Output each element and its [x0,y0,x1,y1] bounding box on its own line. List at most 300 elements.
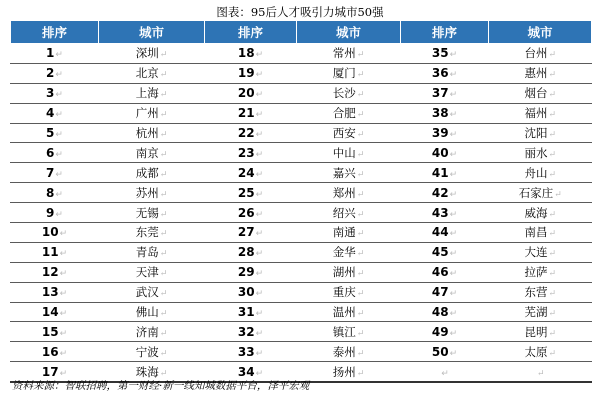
rank-value: 21 [237,106,255,121]
city-name: 成都 [135,165,159,180]
paragraph-mark-icon: ↵ [255,189,264,200]
paragraph-mark-icon: ↵ [159,229,168,240]
paragraph-mark-icon: ↵ [449,309,458,320]
rank-value: 41 [431,165,449,180]
rank-value: 18 [237,46,255,61]
city-cell [489,223,592,243]
paragraph-mark-icon: ↵ [255,348,264,359]
paragraph-mark-icon: ↵ [159,189,168,200]
rank-value: 10 [41,225,59,240]
city-cell [489,342,592,362]
rank-value: 16 [41,344,59,359]
rank-value: 8 [46,185,55,200]
paragraph-mark-icon: ↵ [55,169,63,180]
column-header-city: 城市 [297,21,401,44]
paragraph-mark-icon: ↵ [356,110,365,121]
city-cell [297,203,401,223]
paragraph-mark-icon: ↵ [356,90,365,101]
rank-cell [205,143,297,163]
table-row [11,44,592,64]
paragraph-mark-icon: ↵ [159,289,168,300]
city-cell [297,103,401,123]
paragraph-mark-icon: ↵ [55,130,63,140]
rank-cell [205,203,297,223]
city-cell [489,302,592,322]
table-row [11,103,592,123]
city-cell [99,322,205,342]
rank-value: 34 [237,364,255,379]
paragraph-mark-icon: ↵ [548,110,557,121]
city-name: 常州 [332,46,356,61]
city-cell [99,282,205,302]
paragraph-mark-icon: ↵ [159,169,168,180]
paragraph-mark-icon: ↵ [255,90,264,101]
rank-value: 2 [46,66,55,81]
paragraph-mark-icon: ↵ [449,209,458,220]
paragraph-mark-icon: ↵ [255,249,264,260]
city-name: 杭州 [135,126,159,140]
paragraph-mark-icon: ↵ [548,169,557,180]
paragraph-mark-icon: ↵ [356,70,365,81]
rank-value: 14 [41,305,59,320]
city-cell [99,302,205,322]
rank-cell [11,282,99,302]
city-cell [99,143,205,163]
paragraph-mark-icon: ↵ [159,90,168,101]
city-cell [99,183,205,203]
rank-cell [205,282,297,302]
paragraph-mark-icon: ↵ [449,130,458,140]
city-cell [489,282,592,302]
paragraph-mark-icon: ↵ [55,70,63,81]
rank-cell [401,143,489,163]
paragraph-mark-icon: ↵ [255,229,264,240]
rank-value: 43 [431,205,449,220]
city-name: 扬州 [332,364,356,379]
paragraph-mark-icon: ↵ [55,149,63,160]
rank-cell [11,342,99,362]
paragraph-mark-icon: ↵ [548,209,557,220]
city-cell [489,362,592,382]
rank-value: 11 [41,245,59,260]
city-name: 湖州 [332,265,356,280]
rank-value: 38 [431,106,449,121]
paragraph-mark-icon: ↵ [356,50,365,61]
rank-value: 32 [237,324,255,339]
table-row [11,183,592,203]
rank-cell [205,302,297,322]
city-name: 绍兴 [332,205,356,220]
rank-cell [401,203,489,223]
rank-value: 7 [46,165,55,180]
rank-value: 3 [46,86,55,101]
city-name: 东莞 [135,225,159,240]
paragraph-mark-icon: ↵ [548,50,557,61]
rank-cell [205,242,297,262]
rank-cell [205,163,297,183]
rank-cell [401,362,489,382]
city-cell [489,242,592,262]
city-name: 温州 [332,305,356,320]
city-name: 武汉 [135,285,159,300]
paragraph-mark-icon: ↵ [356,130,365,140]
paragraph-mark-icon: ↵ [449,328,458,339]
rank-value: 6 [46,145,55,160]
column-header-city: 城市 [99,21,205,44]
paragraph-mark-icon: ↵ [356,348,365,359]
rank-value: 12 [41,265,59,280]
rank-cell [11,242,99,262]
rank-value: 1 [46,46,55,61]
city-cell [489,203,592,223]
paragraph-mark-icon: ↵ [536,368,545,379]
city-cell [99,83,205,103]
rank-cell [205,63,297,83]
city-cell [297,322,401,342]
city-name: 宁波 [135,344,159,359]
city-name: 重庆 [332,285,356,300]
paragraph-mark-icon: ↵ [159,209,168,220]
city-name: 济南 [135,324,159,339]
city-cell [99,103,205,123]
paragraph-mark-icon: ↵ [548,249,557,260]
city-cell [297,342,401,362]
paragraph-mark-icon: ↵ [159,309,168,320]
rank-value: 13 [41,285,59,300]
rank-value: 20 [237,86,255,101]
paragraph-mark-icon: ↵ [449,189,458,200]
table-row [11,203,592,223]
city-name: 惠州 [524,66,548,81]
paragraph-mark-icon: ↵ [59,229,68,240]
city-name: 佛山 [135,305,159,320]
rank-cell [205,322,297,342]
city-name: 舟山 [524,165,548,180]
city-cell [297,223,401,243]
rank-value: 5 [46,126,55,140]
rank-value: 39 [431,126,449,140]
rank-value: 17 [41,364,59,379]
rank-cell [401,223,489,243]
paragraph-mark-icon: ↵ [159,149,168,160]
rank-cell [205,83,297,103]
city-name: 南昌 [524,225,548,240]
paragraph-mark-icon: ↵ [356,209,365,220]
paragraph-mark-icon: ↵ [548,269,557,280]
paragraph-mark-icon: ↵ [548,348,557,359]
paragraph-mark-icon: ↵ [548,289,557,300]
rank-cell [11,143,99,163]
paragraph-mark-icon: ↵ [255,269,264,280]
city-cell [99,163,205,183]
paragraph-mark-icon: ↵ [548,130,557,140]
city-cell [297,282,401,302]
city-name: 南通 [332,225,356,240]
paragraph-mark-icon: ↵ [255,50,264,61]
paragraph-mark-icon: ↵ [255,209,264,220]
rank-value: 49 [431,324,449,339]
table-row [11,262,592,282]
paragraph-mark-icon: ↵ [159,130,168,140]
city-ranking-table [10,20,592,383]
city-cell [297,262,401,282]
paragraph-mark-icon: ↵ [449,169,458,180]
city-cell [297,143,401,163]
paragraph-mark-icon: ↵ [59,289,68,300]
paragraph-mark-icon: ↵ [449,269,458,280]
rank-value: 28 [237,245,255,260]
rank-cell [11,123,99,143]
city-name: 芜湖 [524,305,548,320]
city-name: 泰州 [332,344,356,359]
rank-value: 29 [237,265,255,280]
table-row [11,322,592,342]
rank-value: 36 [431,66,449,81]
rank-cell [11,203,99,223]
city-cell [99,223,205,243]
city-name: 天津 [135,265,159,280]
city-cell [489,143,592,163]
paragraph-mark-icon: ↵ [449,229,458,240]
table-body [11,44,592,383]
city-name: 西安 [332,126,356,140]
paragraph-mark-icon: ↵ [255,169,264,180]
city-name: 福州 [524,106,548,121]
paragraph-mark-icon: ↵ [449,249,458,260]
city-name: 台州 [524,46,548,61]
city-name: 嘉兴 [332,165,356,180]
rank-cell [205,123,297,143]
paragraph-mark-icon: ↵ [55,189,63,200]
paragraph-mark-icon: ↵ [59,309,68,320]
paragraph-mark-icon: ↵ [255,70,264,81]
city-name: 无锡 [135,205,159,220]
city-cell [489,262,592,282]
table-row [11,143,592,163]
rank-cell [11,163,99,183]
rank-cell [205,342,297,362]
rank-value: 24 [237,165,255,180]
paragraph-mark-icon: ↵ [55,110,63,121]
city-name: 上海 [135,86,159,101]
paragraph-mark-icon: ↵ [449,70,458,81]
city-cell [489,63,592,83]
rank-value: 22 [237,126,255,140]
paragraph-mark-icon: ↵ [159,368,168,379]
city-cell [489,103,592,123]
paragraph-mark-icon: ↵ [255,130,264,140]
city-cell [489,44,592,64]
paragraph-mark-icon: ↵ [356,169,365,180]
city-cell [99,123,205,143]
rank-value: 50 [431,344,449,359]
rank-cell [401,63,489,83]
rank-cell [205,223,297,243]
city-cell [297,44,401,64]
paragraph-mark-icon: ↵ [159,269,168,280]
city-name: 青岛 [135,245,159,260]
paragraph-mark-icon: ↵ [554,189,562,200]
rank-value: 45 [431,245,449,260]
city-name: 沈阳 [524,126,548,140]
rank-cell [401,342,489,362]
city-cell [99,44,205,64]
paragraph-mark-icon: ↵ [159,348,168,359]
city-cell [489,123,592,143]
rank-value: 9 [46,205,55,220]
table-row [11,63,592,83]
city-name: 苏州 [135,185,159,200]
rank-value: 47 [431,285,449,300]
rank-value: 30 [237,285,255,300]
rank-value: 35 [431,46,449,61]
city-cell [99,262,205,282]
paragraph-mark-icon: ↵ [356,289,365,300]
rank-value: 44 [431,225,449,240]
paragraph-mark-icon: ↵ [159,249,168,260]
city-cell [99,342,205,362]
rank-cell [11,302,99,322]
table-row [11,83,592,103]
paragraph-mark-icon: ↵ [59,269,68,280]
rank-cell [401,282,489,302]
city-name: 南京 [135,145,159,160]
rank-value: 19 [237,66,255,81]
rank-value: 33 [237,344,255,359]
rank-cell [401,242,489,262]
rank-cell [401,183,489,203]
rank-cell [11,223,99,243]
paragraph-mark-icon: ↵ [548,229,557,240]
rank-value: 42 [431,185,449,200]
paragraph-mark-icon: ↵ [59,368,68,379]
paragraph-mark-icon: ↵ [255,368,264,379]
source-note: 资料来源：智联招聘，第一财经·新一线知城数据平台，泽平宏观 [12,380,310,392]
paragraph-mark-icon: ↵ [356,229,365,240]
paragraph-mark-icon: ↵ [449,289,458,300]
rank-cell [11,44,99,64]
paragraph-mark-icon: ↵ [449,110,458,121]
rank-value: 48 [431,305,449,320]
city-cell [297,302,401,322]
paragraph-mark-icon: ↵ [548,328,557,339]
paragraph-mark-icon: ↵ [356,269,365,280]
paragraph-mark-icon: ↵ [548,149,557,160]
paragraph-mark-icon: ↵ [159,110,168,121]
paragraph-mark-icon: ↵ [159,50,168,61]
city-cell [297,362,401,382]
paragraph-mark-icon: ↵ [449,348,458,359]
rank-cell [401,302,489,322]
rank-value: 37 [431,86,449,101]
rank-cell [205,44,297,64]
column-header-rank: 排序 [205,21,297,44]
city-name: 东营 [524,285,548,300]
rank-value: 4 [46,106,55,121]
city-name: 广州 [135,106,159,121]
rank-cell [11,322,99,342]
city-cell [297,183,401,203]
city-cell [99,203,205,223]
city-name: 合肥 [332,106,356,121]
city-name: 威海 [524,205,548,220]
paragraph-mark-icon: ↵ [55,50,63,61]
rank-value: 27 [237,225,255,240]
paragraph-mark-icon: ↵ [356,328,365,339]
paragraph-mark-icon: ↵ [159,328,168,339]
paragraph-mark-icon: ↵ [441,368,449,379]
rank-cell [11,183,99,203]
paragraph-mark-icon: ↵ [356,368,365,379]
paragraph-mark-icon: ↵ [159,70,168,81]
rank-cell [401,262,489,282]
rank-cell [11,262,99,282]
rank-cell [401,44,489,64]
rank-cell [11,83,99,103]
city-cell [297,242,401,262]
paragraph-mark-icon: ↵ [548,309,557,320]
rank-value: 25 [237,185,255,200]
rank-value: 46 [431,265,449,280]
rank-cell [11,63,99,83]
table-row [11,342,592,362]
city-name: 丽水 [524,145,548,160]
paragraph-mark-icon: ↵ [548,90,557,101]
city-name: 太原 [524,344,548,359]
paragraph-mark-icon: ↵ [449,90,458,101]
rank-cell [401,322,489,342]
rank-cell [401,83,489,103]
table-row [11,163,592,183]
paragraph-mark-icon: ↵ [449,149,458,160]
rank-value: 23 [237,145,255,160]
paragraph-mark-icon: ↵ [255,328,264,339]
table-row [11,223,592,243]
city-cell [489,163,592,183]
city-name: 金华 [332,245,356,260]
rank-cell [401,123,489,143]
paragraph-mark-icon: ↵ [356,149,365,160]
paragraph-mark-icon: ↵ [55,209,63,220]
city-name: 烟台 [524,86,548,101]
table-row [11,123,592,143]
paragraph-mark-icon: ↵ [255,309,264,320]
city-name: 深圳 [135,46,159,61]
table-row [11,302,592,322]
city-cell [297,63,401,83]
paragraph-mark-icon: ↵ [59,249,68,260]
city-name: 拉萨 [524,265,548,280]
paragraph-mark-icon: ↵ [548,70,557,81]
paragraph-mark-icon: ↵ [55,90,63,101]
rank-cell [11,103,99,123]
paragraph-mark-icon: ↵ [59,328,68,339]
rank-cell [205,183,297,203]
city-name: 镇江 [332,324,356,339]
city-cell [99,63,205,83]
city-cell [99,242,205,262]
paragraph-mark-icon: ↵ [255,110,264,121]
city-name: 昆明 [524,324,548,339]
paragraph-mark-icon: ↵ [356,309,365,320]
rank-value: 26 [237,205,255,220]
city-cell [297,123,401,143]
paragraph-mark-icon: ↵ [356,249,365,260]
rank-cell [401,163,489,183]
city-cell [297,83,401,103]
paragraph-mark-icon: ↵ [356,189,365,200]
city-name: 石家庄 [518,185,554,200]
